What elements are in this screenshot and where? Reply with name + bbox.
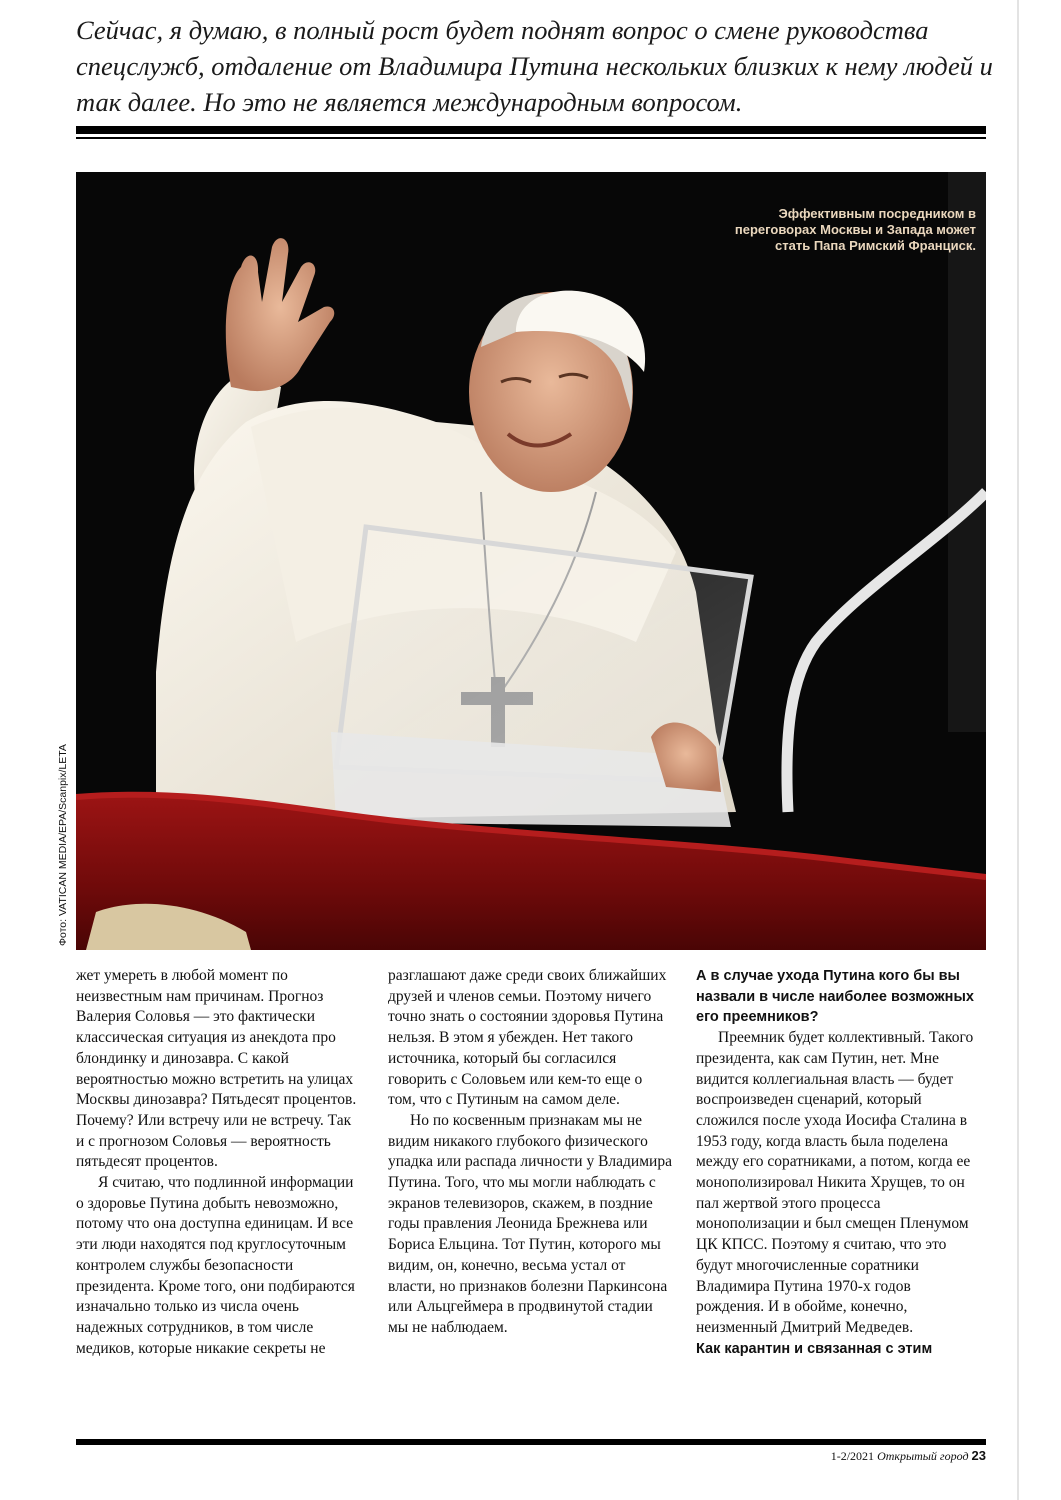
issue-number: 1-2/2021: [830, 1449, 875, 1463]
paragraph: Но по косвенным признакам мы не видим никакого глубокого физического упадка или распада личности у Владимира Путина. Того, что мы могли наблюдать с экранов телевизоров, скажем, в поздние годы правления Леонида Брежнева или Бориса Ельцина. Тот Путин, которого мы видим, он, конечно, весьма устал от власти, но признаков болезни Паркинсона или Альцгеймера в продвинутой стадии мы не наблюдаем.: [388, 1111, 672, 1336]
paragraph: разглашают даже среди своих ближайших друзей и членов семьи. Поэтому ничего точно знать о состоянии здоровья Путина нельзя. В этом я убежден. Нет такого источника, который бы согласился говорить с Соловьем или кем-то еще о том, что с Путиным на самом деле.: [388, 967, 667, 1109]
divider-thick: [76, 126, 986, 134]
page-edge-line: [1017, 0, 1019, 1500]
interview-question: Как карантин и связанная с этим: [696, 1340, 933, 1357]
page-footer: [831, 1448, 986, 1464]
photo-illustration: [76, 172, 986, 950]
article-column-2: [388, 966, 672, 1339]
article-column-1: [76, 966, 360, 1359]
footer-divider: [76, 1439, 986, 1445]
paragraph: Преемник будет коллективный. Такого президента, как сам Путин, нет. Мне видится коллегиальная власть — будет воспроизведен сценарий, который сложился после ухода Иосифа Сталина в 1953 году, когда власть была поделена между его соратниками, а потом, когда ее монополизировал Никита Хрущев, то он пал жертвой этого процесса монополизации и был смещен Пленумом ЦК КПСС. Поэтому я считаю, что это будут многочисленные соратники Владимира Путина 1970-х годов рождения. И в обойме, конечно, неизменный Дмитрий Медведев.: [696, 1029, 974, 1336]
page-number: 23: [971, 1448, 986, 1463]
photo-caption: Эффективным посредником в переговорах Москвы и Запада может стать Папа Римский Франциск.: [734, 206, 976, 253]
article-column-3: [696, 966, 980, 1359]
paragraph: Я считаю, что подлинной информации о здоровье Путина добыть невозможно, потому что она доступна единицам. И все эти люди находятся под круглосуточным контролем службы безопасности президента. Кроме того, они подбираются изначально только из числа очень надежных сотрудников, в том числе медиков, которые никакие секреты не: [76, 1174, 355, 1357]
photo-credit: Фото: VATICAN MEDIA/EPA/Scanpix/LETA: [57, 744, 69, 946]
article-photo: [76, 172, 986, 950]
paragraph: жет умереть в любой момент по неизвестным нам причинам. Прогноз Валерия Соловья — это фактически классическая ситуация из анекдота про блондинку и динозавра. С какой вероятностью можно встретить на улицах Москвы динозавра? Пятьдесят процентов. Почему? Или встречу или не встречу. Так и с прогнозом Соловья — вероятность пятьдесят процентов.: [76, 967, 357, 1171]
magazine-title: Открытый город: [877, 1449, 969, 1463]
divider-thin: [76, 137, 986, 139]
interview-question: А в случае ухода Путина кого бы вы назвали в числе наиболее возможных его преемников?: [696, 968, 974, 1026]
pull-quote: Сейчас, я думаю, в полный рост будет поднят вопрос о смене руководства спецслужб, отдаление от Владимира Путина нескольких близких к нему людей и так далее. Но это не является международным вопросом.: [76, 15, 993, 117]
